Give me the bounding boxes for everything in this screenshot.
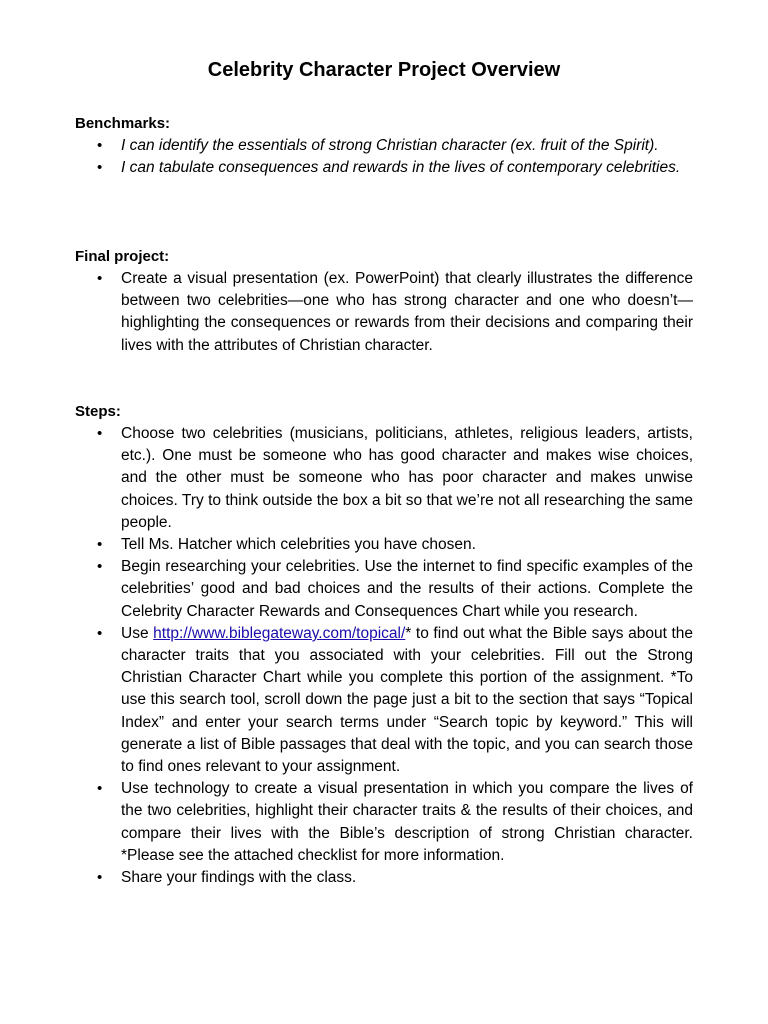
steps-heading: Steps: bbox=[75, 403, 121, 420]
bullet-icon: • bbox=[97, 869, 103, 887]
steps-list bbox=[75, 423, 693, 889]
benchmark-text: I can identify the essentials of strong Christian character (ex. fruit of the Spirit). bbox=[121, 137, 659, 154]
step-text: Choose two celebrities (musicians, politicians, athletes, religious leaders, artists, etc.). One must be someone who has good character and makes wise choices, and the other must be someone who has poor character and makes unwise choices. Try to think outside the box a bit so that we’re not all researching the same people. bbox=[121, 425, 693, 531]
step-text: Begin researching your celebrities. Use the internet to find specific examples of the celebrities’ good and bad choices and the results of their actions. Complete the Celebrity Character Rewards and Consequences Chart while you research. bbox=[121, 558, 693, 620]
benchmark-text: I can tabulate consequences and rewards in the lives of contemporary celebrities. bbox=[121, 159, 681, 177]
list-item bbox=[75, 867, 693, 889]
step-text-suffix: * to find out what the Bible says about the character traits that you associated with your celebrities. Fill out the Strong Christian Character Chart while you complete this portion of the assignment. *To use this search tool, scroll down the page just a bit to the section that says “Topical Index” and enter your search terms under “Search topic by keyword.” This will generate a list of Bible passages that deal with the topic, and you can search those to find ones relevant to your assignment. bbox=[121, 624, 693, 776]
list-item bbox=[75, 556, 693, 623]
bullet-icon: • bbox=[97, 425, 103, 442]
benchmarks-section bbox=[75, 113, 693, 179]
list-item bbox=[75, 157, 693, 179]
bullet-icon: • bbox=[97, 780, 103, 798]
list-item bbox=[75, 135, 693, 157]
final-project-heading: Final project: bbox=[75, 248, 170, 265]
bullet-icon: • bbox=[97, 558, 103, 576]
page-title: Celebrity Character Project Overview bbox=[207, 59, 561, 81]
bullet-icon: • bbox=[97, 536, 103, 554]
steps-section bbox=[75, 401, 693, 889]
list-item bbox=[75, 423, 693, 534]
step-text bbox=[121, 625, 693, 775]
benchmarks-list bbox=[75, 135, 693, 179]
benchmarks-heading: Benchmarks: bbox=[75, 115, 171, 132]
step-text-prefix: Use bbox=[121, 624, 154, 642]
bullet-icon: • bbox=[97, 137, 103, 154]
list-item bbox=[75, 268, 693, 357]
step-text: Share your findings with the class. bbox=[121, 869, 357, 887]
bullet-icon: • bbox=[97, 159, 103, 177]
final-project-section bbox=[75, 246, 693, 357]
final-project-list bbox=[75, 268, 693, 357]
list-item bbox=[75, 623, 693, 778]
bullet-icon: • bbox=[97, 624, 103, 642]
list-item bbox=[75, 778, 693, 867]
final-project-text: Create a visual presentation (ex. PowerPoint) that clearly illustrates the difference between two celebrities—one who has strong character and one who doesn’t—highlighting the consequences or rewards from their decisions and comparing their lives with the attributes of Christian character. bbox=[121, 270, 693, 354]
biblegateway-link[interactable]: http://www.biblegateway.com/topical/ bbox=[153, 624, 406, 642]
step-text: Use technology to create a visual presentation in which you compare the lives of the two celebrities, highlight their character traits & the results of their choices, and compare their lives with the Bible’s description of strong Christian character. *Please see the attached checklist for more information. bbox=[121, 780, 693, 864]
bullet-icon: • bbox=[97, 270, 103, 287]
step-text: Tell Ms. Hatcher which celebrities you have chosen. bbox=[121, 536, 476, 554]
list-item bbox=[75, 534, 693, 556]
